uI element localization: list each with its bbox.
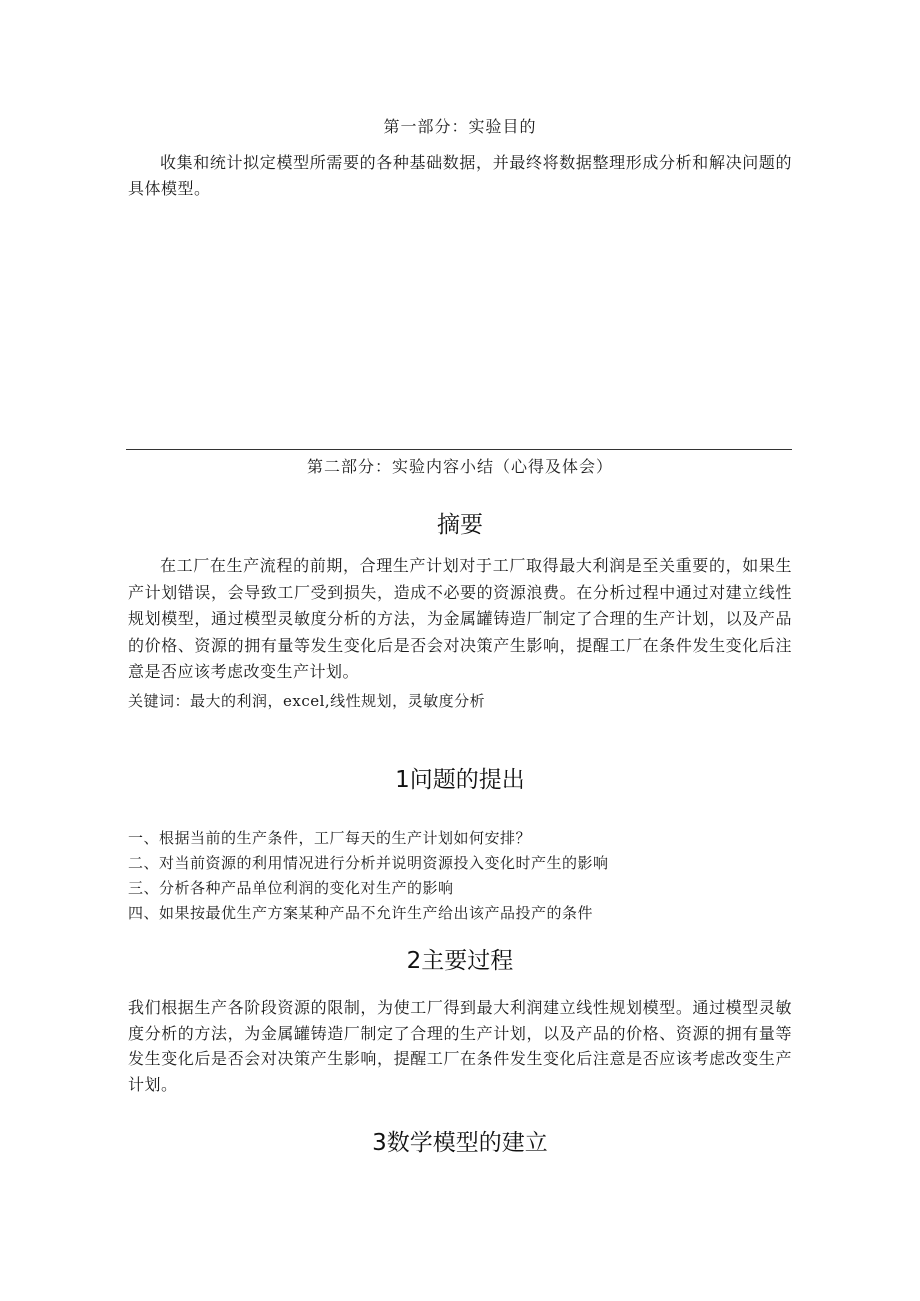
part1-paragraph: 收集和统计拟定模型所需要的各种基础数据，并最终将数据整理形成分析和解决问题的具体模型。 [128, 153, 792, 198]
list-item: 三、分析各种产品单位利润的变化对生产的影响 [128, 879, 454, 897]
section2-paragraph: 我们根据生产各阶段资源的限制，为使工厂得到最大利润建立线性规划模型。通过模型灵敏度分析的方法，为金属罐铸造厂制定了合理的生产计划，以及产品的价格、资源的拥有量等发生变化后是否会对决策产生影响，提醒工厂在条件发生变化后注意是否应该考虑改变生产计划。 [128, 998, 792, 1094]
list-item: 一、根据当前的生产条件，工厂每天的生产计划如何安排？ [128, 829, 532, 847]
part1-title: 第一部分：实验目的 [383, 117, 537, 136]
question-list [128, 826, 792, 926]
section3-heading: 3数学模型的建立 [372, 1130, 548, 1156]
abstract-heading: 摘要 [437, 512, 483, 538]
abstract-paragraph: 在工厂在生产流程的前期，合理生产计划对于工厂取得最大利润是至关重要的，如果生产计划错误，会导致工厂受到损失，造成不必要的资源浪费。在分析过程中通过对建立线性规划模型，通过模型灵敏度分析的方法，为金属罐铸造厂制定了合理的生产计划，以及产品的价格、资源的拥有量等发生变化后是否会对决策产生影响，提醒工厂在条件发生变化后注意是否应该考虑改变生产计划。 [128, 556, 792, 681]
list-item: 二、对当前资源的利用情况进行分析并说明资源投入变化时产生的影响 [128, 854, 609, 872]
section1-heading: 1问题的提出 [395, 767, 525, 793]
keywords: 关键词：最大的利润，excel,线性规划，灵敏度分析 [128, 692, 486, 710]
section-divider [126, 449, 792, 450]
list-item: 四、如果按最优生产方案某种产品不允许生产给出该产品投产的条件 [128, 904, 594, 922]
section2-heading: 2主要过程 [406, 948, 514, 974]
part2-title: 第二部分：实验内容小结（心得及体会） [306, 457, 613, 476]
